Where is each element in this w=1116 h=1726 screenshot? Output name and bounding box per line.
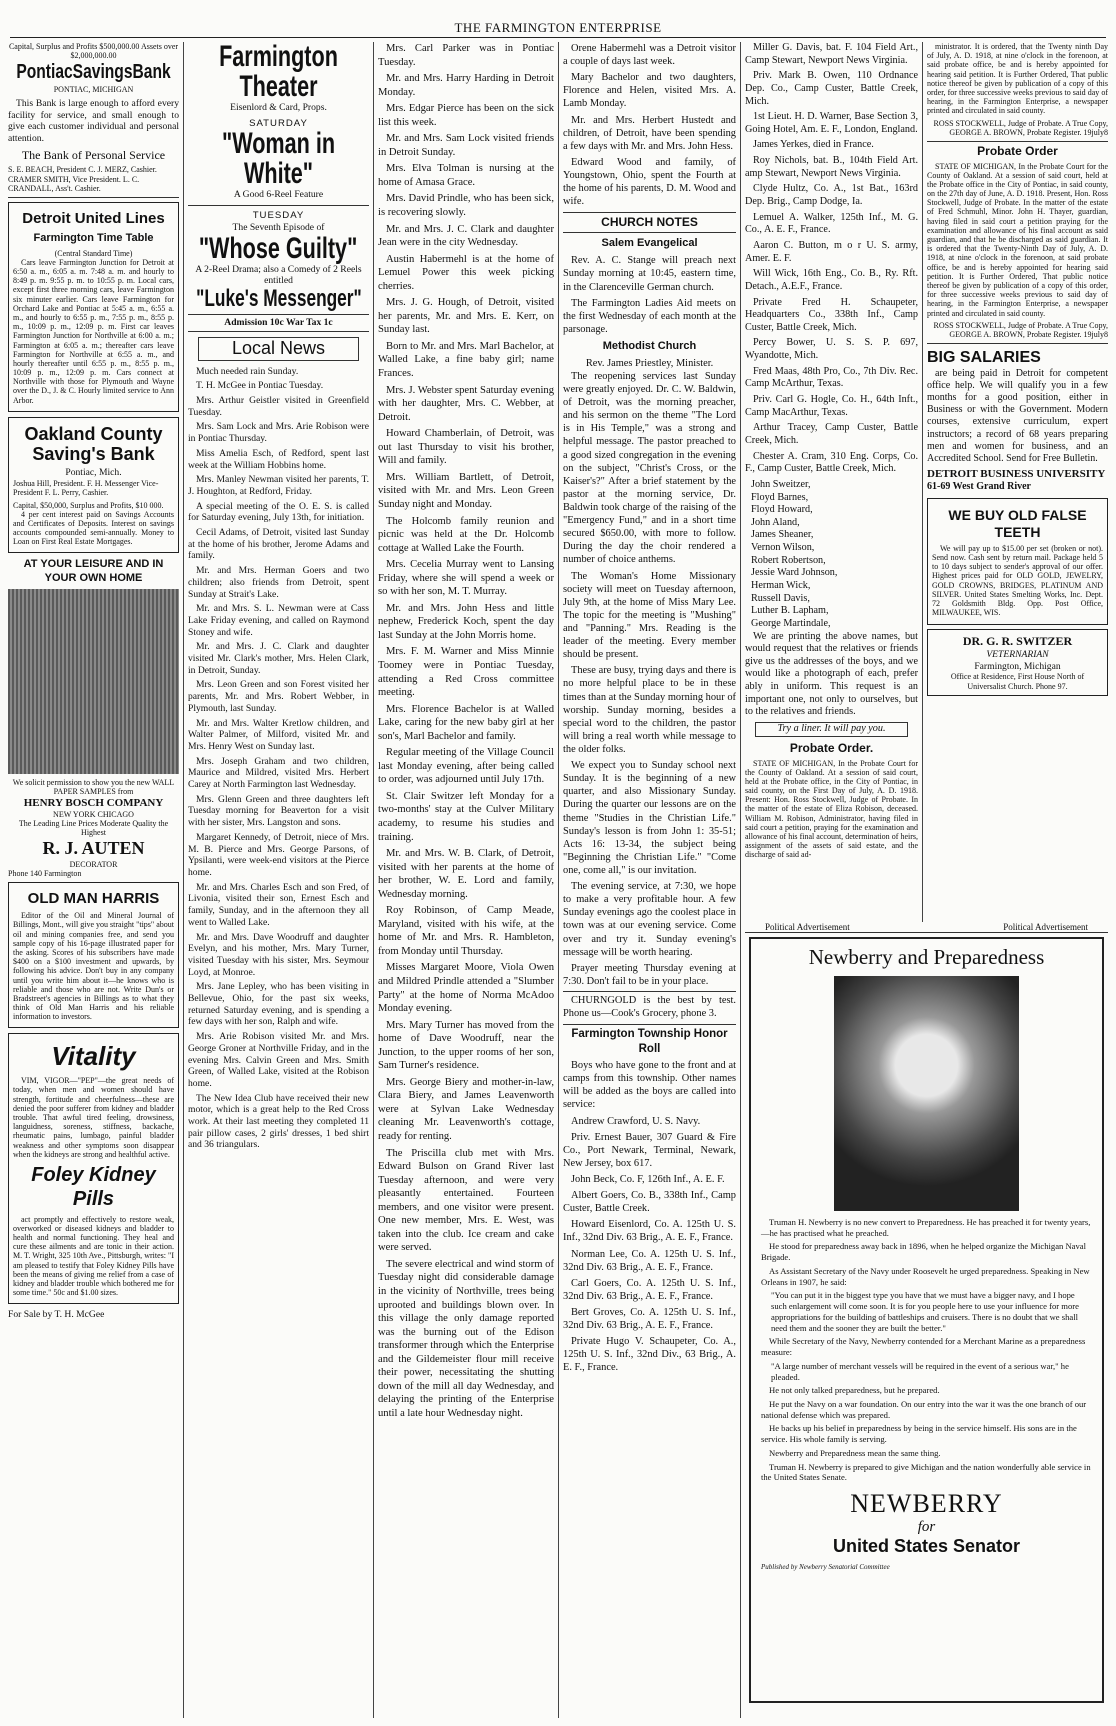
film2-note: A 2-Reel Drama; also a Comedy of 2 Reels entitled [195, 263, 362, 287]
probate-text: STATE OF MICHIGAN, In the Probate Court for the County of Oakland. At a session of said court, held at the Probate office, in the City of Pontiac, in said county, on the First Day of July, A. D. 1918. Present: Hon. Ross Stockwell, Judge of Probate. In the matter of the estate of Eliza Robison, deceased. William M. Robison, Administrator, having filed in said court a petition, praying for the examination and allowance of his final account, determination of heirs, assignment of the assets of said estate, and the discharge of said ad- [745, 758, 918, 860]
omh-title: OLD MAN HARRIS [27, 889, 160, 907]
news-item: Mrs. Sam Lock and Mrs. Arie Robison were in Pontiac Thursday. [188, 421, 369, 445]
news-item: St. Clair Switzer left Monday for a two-months' stay at the Culver Military academy, to resume his studies and training. [378, 790, 554, 843]
news-item: The severe electrical and wind storm of Tuesday night did considerable damage in the vicinity of Northville, trees being uprooted and buildings blown over. In this village the only damage reported was the burning out of the Edison transformer through which the Enterprise and the Gildemeister flour mill receive their power, necessitating the shutting down of the mill all day Wednesday, and delaying the printing of the Enterprise until a late hour Wednesday night. [378, 1258, 554, 1419]
foley-title: Foley Kidney Pills [31, 1163, 156, 1211]
political-item: Truman H. Newberry is prepared to give Michigan and the nation wonderfully able service in the United States Senate. [761, 1461, 1091, 1483]
honor-roll-name: Albert Goers, Co. B., 338th Inf., Camp Custer, Battle Creek. [563, 1190, 736, 1215]
order-heading: Probate Order [927, 141, 1108, 159]
ocsb-city: Pontiac, Mich. [65, 467, 122, 479]
column-1 [8, 42, 179, 1718]
name-entry: Floyd Barnes, [751, 491, 809, 503]
masthead-rule [10, 37, 1106, 38]
newberry-portrait [834, 976, 1019, 1211]
order-text: STATE OF MICHIGAN, In the Probate Court for the County of Oakland. At a session of said court, held at the Probate office in the City of Pontiac, in said county, on the 27th day of June, A. D. 1918. Present, Hon. Ross Stockwell, Judge of Probate. In the matter of the estate of Fred Schmuhl, Minor. John H. Thayer, guardian, having filed in said court a petition praying for the examination and allowance of his final account as said guardian, and that he be discharged as said guardian. It is ordered that the Twenty-Ninth Day of July, A. D. 1918, at nine o'clock in the forenoon, at said probate office, be and is hereby appointed for hearing said petition. It is Further Ordered, That public notice thereof be given by publication of a copy of this order, for three successive weeks previous to said day of hearing, in the Farmington Enterprise, a newspaper printed and circulated in said county. [927, 161, 1108, 318]
ocsb-title: Oakland County Saving's Bank [24, 423, 163, 464]
theater-title: Farmington Theater [219, 42, 338, 103]
news-item: Mrs. J. G. Hough, of Detroit, visited her parents, Mr. and Mrs. E. Kerr, on Sunday last. [378, 297, 554, 336]
bank-text: This Bank is large enough to afford every facility for service, and small enough to give each customer individual and personal attention. [8, 97, 179, 145]
for-sale-line: For Sale by T. H. McGee [8, 1309, 105, 1321]
church-item: The Woman's Home Missionary society will meet on Tuesday afternoon, July 9th, at the home of Miss Mary Lee. The topic for the meeting is "Mushing" and "Panning." Mrs. Reading is the leader of the meeting. Every member should be present. [563, 570, 736, 661]
honor-roll-name: 1st Lieut. H. D. Warner, Base Section 3, Going Hotel, Am. E. F., London, England. [745, 111, 918, 135]
honor-roll-name: Priv. Ernest Bauer, 307 Guard & Fire Co., Port Newark, Terminal, Newark, New Jersey, box 617. [563, 1131, 736, 1169]
bank-capital: Capital, Surplus and Profits $500,000.00 Assets over $2,000,000.00 [8, 42, 179, 61]
church-item: Prayer meeting Thursday evening at 7:30. Don't fail to be in your place. [563, 962, 736, 987]
name-entry: John Sweitzer, [751, 478, 811, 490]
news-item: Mrs. Carl Parker was in Pontiac Tuesday. [378, 43, 554, 68]
news-item: Margaret Kennedy, of Detroit, niece of Mrs. M. B. Pierce and Mrs. George Parsons, of Ypsilanti, were week-end visitors at the Pierce home. [188, 831, 369, 878]
honor-roll-name: Bert Groves, Co. A. 125th U. S. Inf., 32nd Div. 63 Brig., A. E. F., France. [563, 1306, 736, 1332]
admission: Admission 10c War Tax 1c [188, 314, 369, 332]
honor-roll-name: Private Hugo V. Schaupeter, Co. A., 125th U. S. Inf., 32nd Div., 63 Brig., A. E. F., France. [563, 1336, 736, 1374]
church-item: These are busy, trying days and there is no more helpful place to be in these times than at the Sunday morning hour of worship. Sunday morning, besides a special word to the children, the pastor will bring a real worth while message to the older folks. [563, 665, 736, 755]
political-item: As Assistant Secretary of the Navy under Roosevelt he urged preparedness. Speaking in New Orleans in 1907, he said: [761, 1265, 1090, 1287]
theater-ad [188, 42, 369, 332]
teeth-text: We will pay up to $15.00 per set (broken or not). Send now. Cash sent by return mail. Package held 5 to 10 days subject to sender's approval of our offer. Highest prices paid for OLD GOLD, JEWELRY, GOLD CROWNS, BRIDGES, PLATINUM AND SILVER. United States Smelting Works, Inc. Dept. 72 Goldsmith Bldg. Opp. Post Office, MILWAUKEE, WIS. [932, 543, 1103, 618]
political-ad [745, 922, 1108, 1718]
news-item: Mrs. Elva Tolman is nursing at the home of Amasa Grace. [378, 163, 554, 188]
churngold-ad: CHURNGOLD is the best by test. Phone us—Cook's Grocery, phone 3. [563, 991, 736, 1020]
news-item: Mrs. Manley Newman visited her parents, T. J. Houghton, at Redford, Friday. [188, 474, 369, 497]
news-item: The Holcomb family reunion and picnic was held at the Dr. Holcomb cottage at Walled Lake the Fourth. [378, 515, 554, 554]
newberry-for: for [917, 1519, 936, 1536]
news-item: Mrs. Mary Turner has moved from the home of Dave Woodruff, near the Junction, to the upper rooms of her son, Sam Turner's residence. [378, 1019, 554, 1072]
column-4 [563, 42, 736, 1718]
masthead: THE FARMINGTON ENTERPRISE [454, 20, 662, 35]
honor-roll-name: Aaron C. Button, m o r U. S. army, Amer. E. F. [745, 239, 918, 264]
honor-roll-name: Carl Goers, Co. A. 125th U. S. Inf., 32nd Div. 63 Brig., A. E. F., France. [563, 1277, 736, 1302]
honor-roll-name: Priv. Carl G. Hogle, Co. H., 64th Inft., Camp MacArthur, Texas. [745, 394, 918, 418]
name-entry: John Aland, [751, 516, 800, 528]
column-3 [378, 42, 554, 1718]
news-item: Misses Margaret Moore, Viola Owen and Mildred Prindle attended a "Slumber Party" at the home of Norma McAdoo Monday evening. [378, 962, 554, 1015]
name-entry: James Sheaner, [751, 529, 814, 541]
political-item: Truman H. Newberry is no new convert to Preparedness. He has preached it for twenty years,—he has practised what he preached. [761, 1217, 1091, 1238]
bank-name: PontiacSavingsBank [16, 61, 171, 84]
omh-ad [8, 882, 179, 1029]
salaries-title: BIG SALARIES [927, 349, 1041, 367]
dul-title: Detroit United Lines [22, 209, 165, 227]
teeth-title: WE BUY OLD FALSE TEETH [948, 506, 1087, 540]
ocsb-officers: Joshua Hill, President. F. H. Messenger Vice-President F. L. Perry, Cashier. [13, 479, 159, 498]
leisure-title: AT YOUR LEISURE AND IN YOUR OWN HOME [23, 558, 164, 584]
news-item: Mrs. Florence Bachelor is at Walled Lake, caring for the new baby girl at her son's, Marl Bachelor and family. [378, 703, 554, 742]
probate-order-heading: Probate Order. [789, 740, 874, 755]
teeth-ad [927, 498, 1108, 626]
vet-ad [927, 629, 1108, 695]
vitality-title: Vitality [51, 1041, 136, 1072]
news-item: Mr. and Mrs. Charles Esch and son Fred, of Livonia, visited their son, Ernest Esch and family, Sunday, and in the afternoon they all went to Walled Lake. [188, 881, 369, 928]
probate-signature: ROSS STOCKWELL, Judge of Probate. A True Copy, GEORGE A. BROWN, Probate Register. 19july8 [933, 118, 1108, 137]
room-interior-image [8, 589, 179, 774]
news-item: Mr. and Mrs. Dave Woodruff and daughter Evelyn, and his mother, Mrs. Mary Turner, visited Tuesday with his sister, Mrs. Seymour Loyd, at Monroe. [188, 931, 369, 978]
foley-text: act promptly and effectively to restore weak, overworked or diseased kidneys and bladder to health and normal functioning. They heal and cure these ailments and are tonic in their action. M. T. Wright, 325 10th Ave., Pittsburgh, writes: "I am pleased to testify that Foley Kidney Pills have been the means of giving me relief from a case of kidney and bladder trouble which bothered me for some time." 50c and $1.00 sizes. [13, 1214, 174, 1298]
day-tuesday: TUESDAY [252, 210, 305, 222]
name-entry: George Martindale, [751, 617, 831, 629]
publisher-line: Published by Newberry Senatorial Committee [761, 1563, 890, 1572]
ladies-aid-text: The Farmington Ladies Aid meets on the first Wednesday of each month at the parsonage. [563, 297, 736, 335]
honor-roll-name: James Yerkes, died in France. [753, 139, 874, 151]
names-list [745, 479, 918, 631]
foley-ad [8, 1033, 179, 1304]
name-entry: Luther B. Lapham, [751, 605, 829, 617]
political-item: While Secretary of the Navy, Newberry contended for a Merchant Marine as a preparedness measure: [761, 1336, 1086, 1358]
vet-address: Office at Residence, First House North of Universalist Church. Phone 97. [950, 672, 1085, 691]
news-item: T. H. McGee in Pontiac Tuesday. [196, 380, 324, 392]
political-tags [745, 922, 1108, 933]
honor-roll-name: Andrew Crawford, U. S. Navy. [571, 1115, 701, 1127]
honor-roll-name: Percy Bower, U. S. S. P. 697, Wyandotte, Mich. [745, 337, 918, 362]
news-item: Cecil Adams, of Detroit, visited last Sunday at the home of his brother, Jerome Adams and family. [188, 527, 369, 562]
church-item: The reopening services last Sunday were greatly enjoyed. Dr. C. W. Baldwin, of Detroit, was the morning preacher, and his sermon on the theme "The Lord is in His Temple," was a strong and helpful message. The pastor preached to a good sized congregation in the evening on the subject, "Christ's Cross, or the Kaiser's?" After a brief statement by the pastor at the morning service, Dr. Baldwin took charge of the raising of the "Emergency Fund," and in a short time secured $650.00, with more to follow. During the day the choir rendered a number of choice anthems. [563, 370, 736, 566]
film-lukes-messenger: "Luke's Messenger" [195, 284, 362, 312]
political-quote: "A large number of merchant vessels will be required in the event of a serious war," he pleaded. [771, 1360, 1069, 1382]
honor-roll-name: Chester A. Cram, 310 Eng. Corps, Co. F., Camp Custer, Battle Creek, Mich. [745, 450, 918, 475]
day-saturday: SATURDAY [249, 117, 308, 129]
honor-roll-name: Miller G. Davis, bat. F. 104 Field Art., Camp Stewart, Newport News Virginia. [745, 42, 918, 66]
bank-slogan: The Bank of Personal Service [21, 147, 166, 162]
bank-officers: S. E. BEACH, President C. J. MERZ, Cashier. CRAMER SMITH, Vice President. L. C. CRANDALL, Ass't. Cashier. [8, 165, 157, 193]
name-entry: Vernon Wilson, [751, 542, 815, 554]
honor-roll-name: Arthur Tracey, Camp Custer, Battle Creek, Mich. [745, 422, 918, 446]
column-rule [373, 42, 374, 1718]
news-item: Mr. and Mrs. W. B. Clark, of Detroit, visited with her parents at the home of her brother, W. E. Lord and family, Wednesday morning. [378, 848, 554, 900]
news-item: Mrs. Leon Green and son Forest visited her parents, Mr. and Mrs. Robert Webber, in Plymouth, last Sunday. [188, 679, 369, 714]
salem-heading: Salem Evangelical [601, 237, 698, 250]
dbu-address: 61-69 West Grand River [927, 481, 1031, 493]
political-item: Newberry and Preparedness mean the same thing. [769, 1447, 941, 1458]
film-woman-in-white: "Woman in White" [221, 127, 336, 191]
column-rule [558, 42, 559, 1718]
political-quote: "You can put it in the biggest type you have that we must have a bigger navy, and I hope such enlargement will come soon. It is for you people here to use your influence for more appropriations for the building of battleships and cruisers. There is no doubt that we shall need them and the sooner they are built the better." [771, 1290, 1079, 1333]
request-text: We are printing the above names, but would request that the relatives or friends give us the addresses of the boys, and we would like a photograph of each, prefer ably in uniform. This request is an important one, not only to ourselves, but to the relatives and friends. [745, 630, 918, 718]
news-item: Mrs. Cecelia Murray went to Lansing Friday, where she will spend a week or so with her son, M. T. Murray. [378, 559, 554, 598]
column-rule [740, 42, 741, 1718]
film-whose-guilty: "Whose Guilty" [199, 231, 358, 265]
omh-text: Editor of the Oil and Mineral Journal of Billings, Mont., will give you straight "tips" about oil and mining companies free, and send you sample copy of his 16-page illustrated paper for the asking. Scores of his subscribers have made $400 on a $100 investment and upwards, by following his advice. Don't buy in any company until you write him about it—he knows who is reliable and those who are not. Write Dun's or Bradstreet's agencies in Billings as to what they think of Old Man Harris and his reliable information to investors. [13, 911, 174, 1022]
news-item: Mr. and Mrs. Herman Goers and two children; also friends from Detroit, spent Sunday at Strait's Lake. [188, 565, 369, 600]
vet-city: Farmington, Michigan [974, 660, 1061, 672]
church-item: The evening service, at 7:30, we hope to make a very profitable hour. A few Sunday evenings ago the coolest place in town was at our evening service. Come over and try it. Sunday evening's message will be worth hearing. [563, 881, 736, 958]
news-item: Mrs. Joseph Graham and two children, Maurice and Mildred, visited Mrs. Herbert Carey at North Farmington last Wednesday. [188, 755, 369, 791]
honor-roll-name: Howard Eisenlord, Co. A. 125th U. S. Inf., 32nd Div. 63 Brig., A. E. F., France. [563, 1219, 736, 1244]
honor-roll-name: Fred Maas, 48th Pro, Co., 7th Div. Rec. Camp McArthur, Texas. [745, 365, 918, 390]
dul-ad [8, 202, 179, 412]
dul-text: Cars leave Farmington Junction for Detroit at 6:50 a. m., 6:05 a. m. 7:48 a. m. and hourly to 8:49 p. m. 9:55 p. m. to 10:55 p. m. Local cars, except first three morning cars, leave Farmington six minuter earlier. Cars leave Farmington for Orchard Lake and Pontiac at 5:45 a. m., 6:55 a. m., and hourly to 6:55 p. m., 7:55 p. m., 8:55 p. m., 10:09 p. m., 12:09 p. m. First car leaves Farmington Junction for Northville at 6:00 a. m.; Farmington at 6:05 a. m.; thereafter cars leave Farmington for Northville at 6:55 a. m., and hourly thereafter until 6:55 p. m., 8:55 p. m., 10:09 p. m., 12:09 p. m. Cars connect at Northville with those for Plymouth and Wayne over the D., J. & C. Hourly limited service to Ann Arbor. [13, 257, 174, 405]
film1-note: A Good 6-Reel Feature [233, 189, 324, 201]
news-item: Orene Habermehl was a Detroit visitor a couple of days last week. [563, 43, 736, 68]
wallpaper-company: HENRY BOSCH COMPANY [23, 796, 164, 809]
ocsb-text: 4 per cent interest paid on Savings Accounts and Certificates of Deposits. Interest on savings accounts compounded semi-annually. Money to Loan on First Real Estate Mortgages. [13, 509, 174, 547]
honor-roll-name: Private Fred H. Schaupeter, Headquarters Co., 338th Inf., Camp Custer, Battle Creek, Mich. [745, 296, 918, 333]
news-item: Mrs. Edgar Pierce has been on the sick list this week. [378, 103, 554, 128]
honor-roll-name: Clyde Hultz, Co. A., 1st Bat., 163rd Dep. Brig., Camp Dodge, Ia. [745, 183, 918, 208]
news-item: Howard Chamberlain, of Detroit, was out last Thursday to visit his brother, Will and family. [378, 428, 554, 467]
political-ad-frame [749, 937, 1104, 1703]
news-item: Regular meeting of the Village Council last Monday evening, after being called to order, was adjourned until July 17th. [378, 747, 554, 786]
auten-phone: Phone 140 Farmington [8, 868, 82, 878]
name-entry: Jessie Ward Johnson, [751, 567, 838, 579]
name-entry: Robert Robertson, [751, 554, 826, 566]
news-item: Mrs. David Prindle, who has been sick, is recovering slowly. [378, 193, 554, 219]
news-item: The Priscilla club met with Mrs. Edward Bulson on Grand River last Tuesday afternoon, and were very pleasantly entertained. Fourteen members, and one visitor were present. One new member, Mrs. E. West, was taken into the club. Ice cream and cake were served. [378, 1147, 554, 1254]
news-item: Mrs. William Bartlett, of Detroit, visited with Mr. and Mrs. Leon Green Sunday night and Monday. [378, 471, 554, 510]
column-2 [188, 42, 369, 1718]
column-5 [745, 42, 918, 916]
news-item: Miss Amelia Esch, of Redford, spent last week at the William Hobbins home. [188, 447, 369, 471]
dul-subtitle: Farmington Time Table [33, 232, 154, 245]
probate-cont: ministrator. It is ordered, that the Twenty ninth Day of July, A. D. 1918, at nine o'clock in the forenoon, at said probate office, be and is hereby appointed for hearing said petition. It is Further Ordered, That public notice thereof be given by publication of a copy of this order, for three successive weeks previous to said day of hearing, in the Farmington Enterprise, a newspaper printed and circulated in said county. [927, 42, 1108, 116]
news-item: Mr. and Mrs. Walter Kretlow children, and Walter Palmer, of Milford, visited Mr. and Mrs. Henry West on Sunday last. [188, 717, 369, 752]
political-item: He put the Navy on a war foundation. On our entry into the war it was the one branch of our national defense which was prepared. [761, 1399, 1087, 1420]
local-news-body [188, 366, 369, 1152]
auten-role: DECORATOR [69, 859, 118, 869]
name-entry: Floyd Howard, [751, 504, 813, 516]
ocsb-ad [8, 417, 179, 554]
vet-title: VETERNARIAN [986, 648, 1049, 660]
newberry-name: NEWBERRY [850, 1489, 1003, 1519]
news-item: Mrs. Glenn Green and three daughters left Tuesday morning for Beaverton for a visit with her sister, Mrs. Langston and sons. [188, 793, 369, 829]
name-entry: Herman Wick, [751, 579, 811, 591]
news-item: Mrs. George Biery and mother-in-law, Clara Biery, and James Leavenworth were at Sylvan Lake Wednesday cleaning Mr. Leavenworth's cottage, ready for renting. [378, 1076, 554, 1143]
bank-city: PONTIAC, MICHIGAN [53, 84, 134, 94]
honor-roll-name: Norman Lee, Co. A. 125th U. S. Inf., 32nd Div. 63 Brig., A. E. F., France. [563, 1248, 736, 1273]
news-item: The New Idea Club have received their new motor, which is a great help to the Red Cross work. At their last meeting they completed 11 pair pillow cases, 2 girls' dresses, 1 bed shirt and 36 triangulars. [188, 1092, 369, 1151]
order-signature: ROSS STOCKWELL, Judge of Probate. A True Copy, GEORGE A. BROWN, Probate Register. 19july8 [933, 320, 1108, 339]
try-a-liner: Try a liner. It will pay you. [755, 722, 908, 737]
news-item: Edward Wood and family, of Youngstown, Ohio, spent the Fourth at the home of his parents, D. M. Wood and wife. [563, 156, 736, 208]
political-item: He stood for preparedness away back in 1896, when he helped organize the Michigan Naval Brigade. [761, 1241, 1086, 1263]
news-item: Mrs. Jane Lepley, who has been visiting in Bellevue, Ohio, for the past six weeks, returned Saturday evening, and is spending a few days with her son, Ralph and wife. [188, 981, 369, 1028]
newberry-office: United States Senator [832, 1536, 1021, 1557]
political-tag: Political Advertisement [1003, 922, 1088, 932]
column-6 [927, 42, 1108, 916]
methodist-heading: Methodist Church [602, 339, 697, 352]
news-item: Mrs. J. Webster spent Saturday evening with her daughter, Mrs. C. Webber, at Detroit. [378, 384, 554, 423]
news-item: Mr. and Mrs. John Hess and little nephew, Frederick Koch, spent the day last Sunday at the John Morris home. [378, 602, 554, 641]
film2-pre: The Seventh Episode of [232, 221, 325, 233]
news-item: Mr. and Mrs. S. L. Newman were at Cass Lake Friday evening, and called on Raymond Stoney and wife. [188, 603, 369, 638]
political-item: He backs up his belief in preparedness by being in the service himself. His sons are in the service. His whole family is serving. [761, 1423, 1077, 1445]
news-item: Mr. and Mrs. J. C. Clark and daughter Jean were in the city Wednesday. [378, 223, 554, 249]
news-item: Roy Robinson, of Camp Meade, Maryland, visited with his wife, at the home of Mr. and Mrs. R. Hambleton, from Monday until Thursday. [378, 905, 554, 957]
honor-roll-name: Lemuel A. Walker, 125th Inf., M. G. Co., A. E. F., France. [745, 211, 918, 236]
honor-roll-name: Roy Nichols, bat. B., 104th Field Art. amp Stewart, Newport News Virginia. [745, 155, 918, 179]
political-tag: Political Advertisement [765, 922, 850, 932]
vet-name: DR. G. R. SWITZER [962, 634, 1073, 649]
honor-roll-name: Priv. Mark B. Owen, 110 Ordnance Dep. Co., Camp Custer, Battle Creek, Mich. [745, 70, 918, 107]
news-item: Mr. and Mrs. Sam Lock visited friends in Detroit Sunday. [378, 133, 554, 158]
ocsb-capital: Capital, $50,000, Surplus and Profits, $10 000. [13, 500, 164, 510]
news-item: Mary Bachelor and two daughters, Florence and Helen, visited Mrs. A. Lamb Monday. [563, 72, 736, 110]
column-rule [183, 42, 184, 1718]
local-news-heading: Local News [198, 337, 359, 361]
theater-props: Eisenlord & Card, Props. [230, 102, 327, 113]
news-item: Mrs. Arie Robison visited Mr. and Mrs. George Groner at Northville Friday, and in the evening Mrs. Calvin Green and Mrs. Smith Green, of Walled Lake, visited at the Robison home. [188, 1031, 369, 1089]
dul-zone: (Central Standard Time) [54, 248, 133, 258]
news-item: Born to Mr. and Mrs. Marl Bachelor, at Walled Lake, a fine baby girl; name Frances. [378, 340, 554, 380]
honor-roll-heading: Farmington Township Honor Roll [563, 1024, 736, 1056]
news-item: A special meeting of the O. E. S. is called for Saturday evening, July 13th, for initiation. [188, 500, 369, 524]
news-item: Mrs. F. M. Warner and Miss Minnie Toomey were in Pontiac Tuesday, attending a Red Cross committee meeting. [378, 646, 554, 699]
political-item: He not only talked preparedness, but he prepared. [769, 1385, 940, 1396]
minister-line: Rev. James Priestley, Minister. [585, 357, 714, 369]
news-item: Mr. and Mrs. J. C. Clark and daughter visited Mr. Clark's mother, Mrs. Helen Clark, in Detroit, Sunday. [188, 641, 369, 676]
news-item: Much needed rain Sunday. [196, 365, 299, 377]
political-headline: Newberry and Preparedness [808, 945, 1045, 969]
church-notes-heading: CHURCH NOTES [563, 212, 736, 233]
news-item: Mrs. Arthur Geistler visited in Greenfield Tuesday. [188, 394, 369, 418]
salaries-text: are being paid in Detroit for competent office help. We will qualify you in a few months for a good position, either in Business or with the Government. Modern courses, extensive curriculum, expert instructors; a record of 68 years preparing men and women for business, and an Accredited School. Send for Free Bulletin. [927, 367, 1108, 464]
political-body [761, 1217, 1092, 1483]
honor-roll-intro: Boys who have gone to the front and at camps from this township. Other names will be added as the boys are called into service: [563, 1060, 736, 1111]
wallpaper-cities: NEW YORK CHICAGO [53, 810, 134, 820]
news-item: Mr. and Mrs. Herbert Hustedt and children, of Detroit, have been spending a few days with Mr. and Mrs. John Hess. [563, 114, 736, 152]
wallpaper-tagline: The Leading Line Prices Moderate Quality the Highest [18, 819, 169, 838]
wallpaper-text: We solicit permission to show you the new WALL PAPER SAMPLES from [12, 778, 175, 797]
honor-roll-name: John Beck, Co. F, 126th Inf., A. E. F. [571, 1174, 725, 1185]
vitality-text: VIM, VIGOR—"PEP"—the great needs of today, when men and women should have strength, fortitude and cheerfulness—these are denied the poor sufferer from kidney and bladder trouble. That awful tired feeling, drowsiness, languidness, soreness, stiffness, backache, rheumatic pains, lumbago, painful bladder weakness and other symptoms soon disappear when the kidneys are strong and healthful active. [13, 1076, 174, 1159]
name-entry: Russell Davis, [751, 592, 810, 604]
salem-text: Rev. A. C. Stange will preach next Sunday morning at 10:45, eastern time, in the Clarenceville German church. [563, 255, 736, 293]
church-item: We expect you to Sunday school next Sunday. It is the beginning of a new quarter, and also Missionary Sunday. During the quarter our lessons are on the theme "Studies in the Christian Life." Sunday's lesson is from John 1: 35-51; Acts 16: 13-34, the subject being "Beginning the Christian Life." "Come one, come all," is our invitation. [563, 760, 736, 876]
news-item: Austin Habermehl is at the home of Lemuel Power this week picking cherries. [378, 253, 554, 292]
dbu-name: DETROIT BUSINESS UNIVERSITY [927, 468, 1106, 481]
honor-roll-name: Will Wick, 16th Eng., Co. B., Ry. Rft. Detach., A.E.F., France. [745, 268, 918, 292]
news-item: Mr. and Mrs. Harry Harding in Detroit Monday. [378, 73, 554, 98]
auten-name: R. J. AUTEN [42, 837, 145, 858]
